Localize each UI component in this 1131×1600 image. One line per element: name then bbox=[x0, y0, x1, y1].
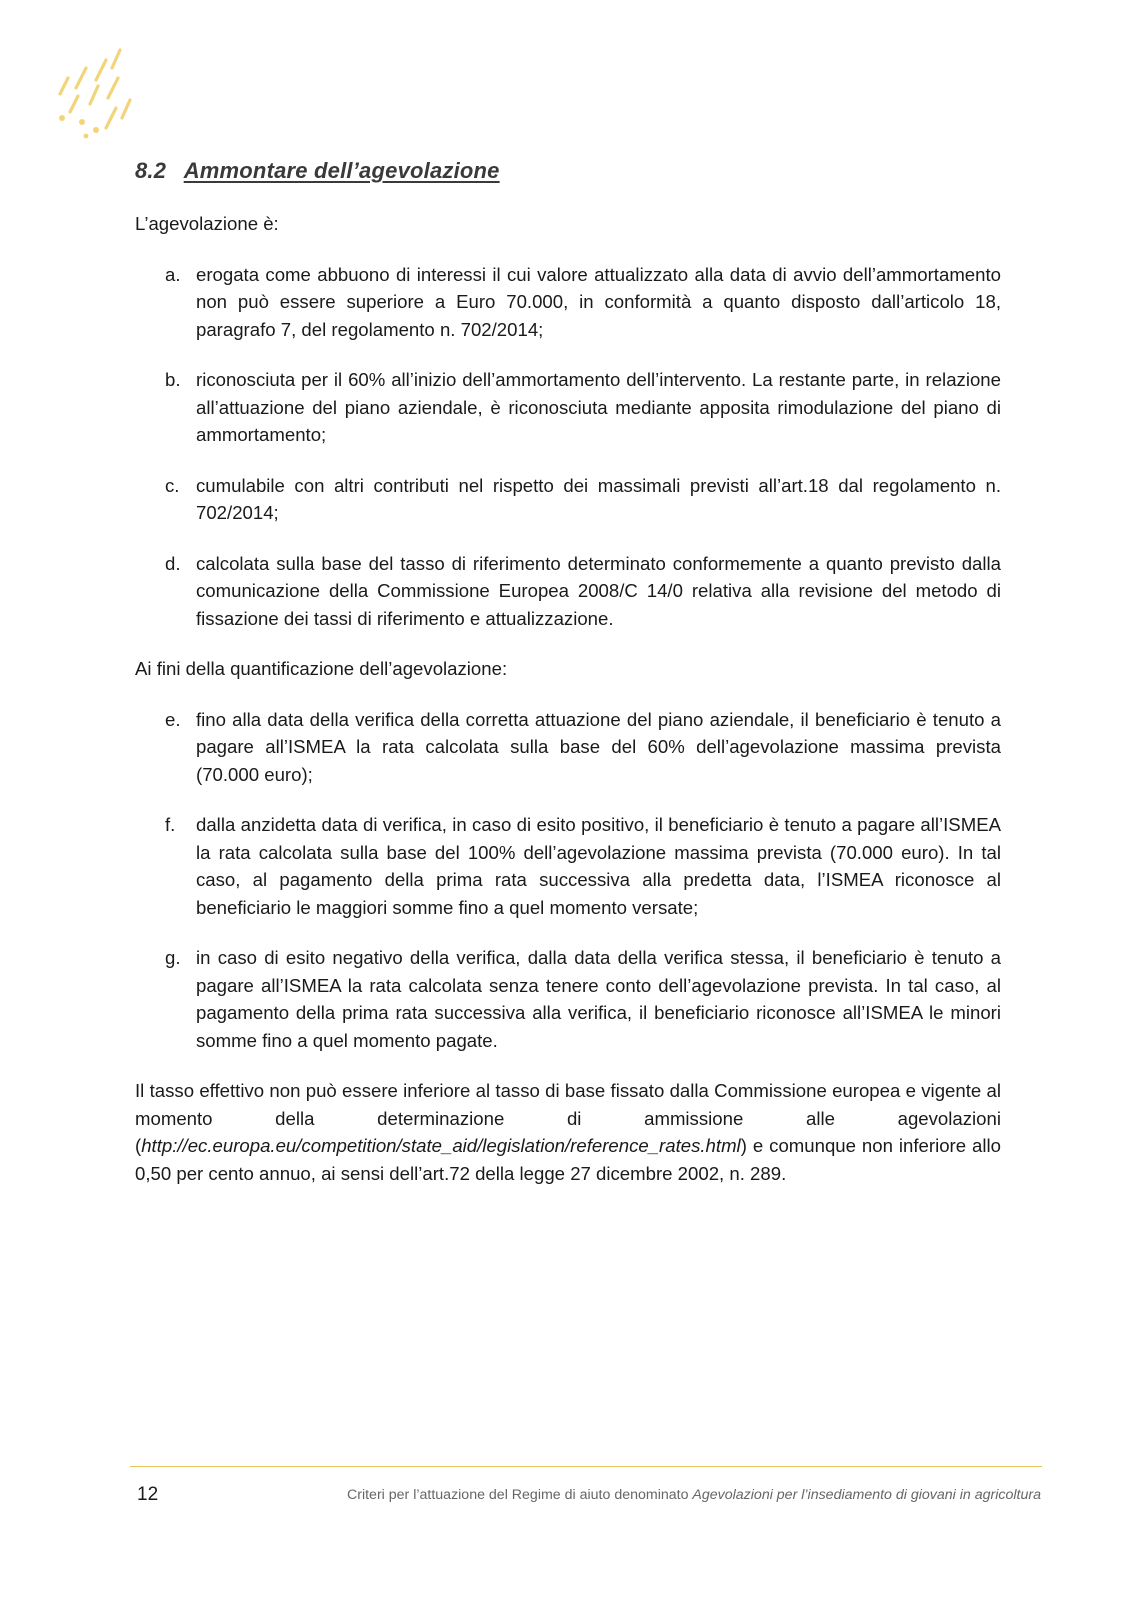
list-quantification bbox=[135, 706, 1001, 1055]
list-item-text: dalla anzidetta data di verifica, in caso di esito positivo, il beneficiario è tenuto a pagare all’ISMEA la rata calcolata sulla base del 100% dell’agevolazione massima prevista (70.000 euro). In tal caso, al pagamento della prima rata successiva alla predetta data, l’ISMEA riconosce al beneficiario le maggiori somme fino a quel momento versate; bbox=[196, 814, 1001, 918]
list-item bbox=[135, 472, 1001, 527]
list-item bbox=[135, 366, 1001, 449]
rain-logo-icon bbox=[50, 42, 140, 140]
footer-caption bbox=[347, 1487, 1041, 1503]
intro-text-2: Ai fini della quantificazione dell’agevolazione: bbox=[135, 658, 508, 679]
section-number: 8.2 bbox=[135, 158, 167, 183]
list-item-text: fino alla data della verifica della corretta attuazione del piano aziendale, il beneficiario è tenuto a pagare all’ISMEA la rata calcolata sulla base del 60% dell’agevolazione massima prevista (70.000 euro); bbox=[196, 708, 1001, 785]
footer-caption-plain: Criteri per l’attuazione del Regime di aiuto denominato bbox=[346, 1487, 693, 1503]
footer-divider bbox=[130, 1466, 1042, 1467]
section-heading bbox=[135, 158, 1001, 184]
list-item bbox=[135, 261, 1001, 344]
list-marker: d. bbox=[165, 552, 181, 574]
list-item-text: riconosciuta per il 60% all’inizio dell’ammortamento dell’intervento. La restante parte, in relazione all’attuazione del piano aziendale, è riconosciuta mediante apposita rimodulazione del piano di ammortamento; bbox=[196, 369, 1001, 445]
intro-text: L’agevolazione è: bbox=[135, 213, 279, 234]
final-text-before: Il tasso effettivo non può essere inferiore al tasso di base fissato dalla Commissione europea e vigente al momento della determinazione di ammissione alle agevolazioni ( bbox=[135, 1080, 1001, 1156]
list-item-text: calcolata sulla base del tasso di riferimento determinato conformemente a quanto previsto dalla comunicazione della Commissione Europea 2008/C 14/0 relativa alla revisione del metodo di fissazione dei tassi di riferimento e attualizzazione. bbox=[196, 552, 1001, 629]
list-item bbox=[135, 706, 1001, 789]
list-marker: a. bbox=[165, 263, 181, 285]
list-item-text: in caso di esito negativo della verifica, dalla data della verifica stessa, il beneficiario è tenuto a pagare all’ISMEA la rata calcolata senza tenere conto dell’agevolazione prevista. In tal caso, al pagamento della prima rata successiva alla verifica, il beneficiario riconosce all’ISMEA le minori somme fino a quel momento pagate. bbox=[196, 947, 1001, 1051]
list-item bbox=[135, 944, 1001, 1054]
page-number: 12 bbox=[137, 1484, 159, 1505]
reference-rates-link[interactable]: http://ec.europa.eu/competition/state_aid/legislation/reference_rates.html bbox=[141, 1135, 741, 1156]
list-marker: e. bbox=[165, 708, 181, 730]
list-item bbox=[135, 811, 1001, 921]
list-marker: g. bbox=[165, 947, 181, 968]
list-marker: b. bbox=[165, 369, 181, 390]
document-body bbox=[135, 158, 1001, 1187]
list-marker: c. bbox=[165, 474, 180, 496]
final-paragraph bbox=[135, 1077, 1001, 1187]
final-text-after: ) e comunque non inferiore allo 0,50 per cento annuo, ai sensi dell’art.72 della legge 27 dicembre 2002, n. 289. bbox=[135, 1135, 1001, 1184]
footer-caption-italic: Agevolazioni per l’insediamento di giovani in agricoltura bbox=[692, 1487, 1041, 1503]
list-item bbox=[135, 550, 1001, 633]
list-item-text: erogata come abbuono di interessi il cui valore attualizzato alla data di avvio dell’ammortamento non può essere superiore a Euro 70.000, in conformità a quanto disposto dall’articolo 18, paragrafo 7, del regolamento n. 702/2014; bbox=[196, 263, 1001, 340]
section-title: Ammontare dell’agevolazione bbox=[183, 158, 500, 183]
list-marker: f. bbox=[165, 814, 176, 835]
list-conditions bbox=[135, 261, 1001, 633]
list-item-text: cumulabile con altri contributi nel rispetto dei massimali previsti all’art.18 dal regolamento n. 702/2014; bbox=[196, 474, 1001, 523]
